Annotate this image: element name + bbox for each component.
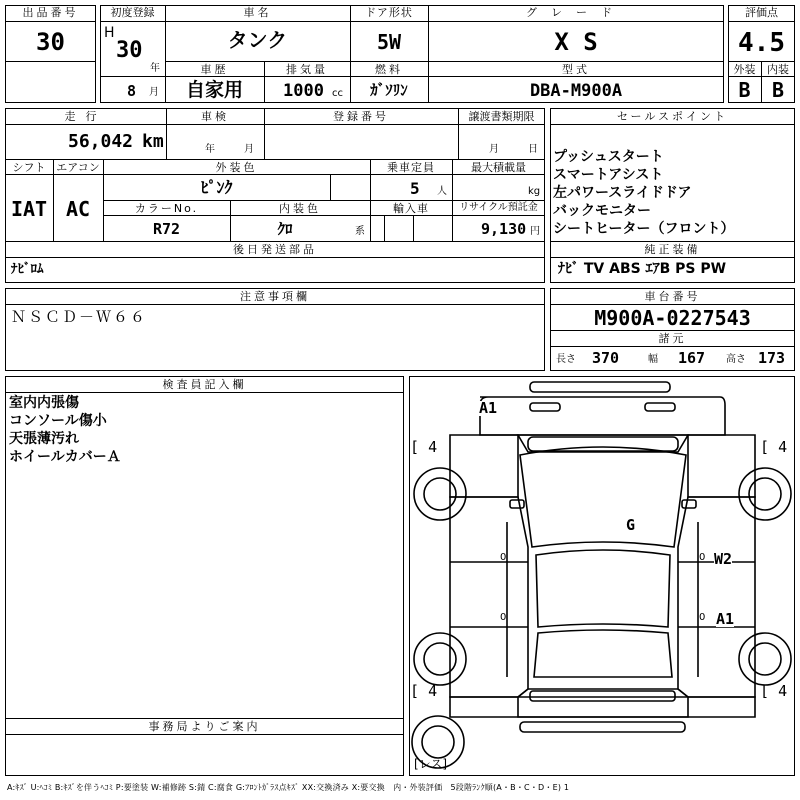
mileage-label: 走行 (64, 110, 107, 123)
grade-label: グレード (526, 6, 626, 19)
inspection-label: 車検 (201, 110, 229, 123)
mark-right-rear-a1: A1 (716, 610, 735, 628)
inspector-note-4: ホイールカバーＡ (9, 449, 121, 465)
tire-rear-left: 4 (428, 682, 438, 700)
tire-rear-right: 4 (778, 682, 788, 700)
aircon-label: エアコン (56, 161, 100, 174)
height-value: 173 (758, 349, 786, 367)
notes-label: 注意事項欄 (240, 290, 310, 303)
first-reg-label: 初度登録 (110, 6, 155, 19)
mileage-unit: km (142, 131, 164, 152)
sales-point-4: バックモニター (553, 203, 651, 219)
length-value: 370 (592, 349, 620, 367)
doc-day-unit: 日 (528, 144, 538, 155)
door-value: 5W (376, 30, 402, 54)
color-no-value: R72 (152, 220, 181, 238)
inspector-note-1: 室内内張傷 (9, 395, 79, 411)
year-value: 30 (116, 38, 143, 63)
notes-value: ＮＳＣＤ－Ｗ６６ (11, 308, 148, 326)
transfer-doc-label: 譲渡書類期限 (468, 110, 535, 123)
model-label: 型式 (562, 63, 590, 76)
door-mark-4: 0 (699, 612, 706, 623)
era-value: H (104, 25, 115, 41)
color-no-label: カラーNo. (134, 202, 199, 215)
doc-month-unit: 月 (489, 144, 499, 155)
month-value: 8 (127, 82, 137, 100)
inspector-note-2: コンソール傷小 (9, 413, 107, 429)
ext-score-value: B (738, 78, 751, 102)
car-name-label: 車名 (243, 6, 272, 19)
inspector-note-3: 天張薄汚れ (9, 431, 79, 447)
cc-unit: cc (332, 88, 343, 99)
car-diagram (410, 377, 795, 776)
ext-color-value: ﾋﾟﾝｸ (200, 178, 233, 197)
door-mark-2: 0 (699, 552, 706, 563)
tire-front-right: 4 (778, 438, 788, 456)
height-label: 高さ (726, 354, 746, 365)
sales-point-2: スマートアシスト (553, 167, 664, 183)
width-value: 167 (678, 349, 706, 367)
mark-right-door-w2: W2 (714, 550, 733, 568)
import-label: 輸入車 (393, 202, 429, 215)
shift-value: IAT (10, 197, 48, 221)
int-score-value: B (771, 78, 785, 102)
door-mark-3: 0 (500, 612, 507, 623)
mileage-value: 56,042 (68, 131, 134, 152)
later-parts-value: ﾅﾋﾞﾛﾑ (11, 262, 44, 277)
genuine-label: 純正装備 (644, 243, 701, 256)
width-label: 幅 (648, 354, 658, 365)
spare-tire-value: レス (418, 757, 443, 771)
sales-point-label: セールスポイント (616, 110, 728, 123)
tire-front-left: 4 (428, 438, 438, 456)
door-mark-1: 0 (500, 552, 507, 563)
insp-month-unit: 月 (244, 144, 254, 155)
tire-rear-left-bracket: [ 4 (410, 682, 438, 700)
office-label: 事務局よりご案内 (148, 720, 261, 733)
recycle-value: 9,130 (481, 220, 527, 238)
displacement-value: 1000 (283, 81, 324, 101)
spare-tire-label: [レス] (414, 757, 448, 771)
shift-label: シフト (12, 161, 46, 174)
insp-year-unit: 年 (205, 144, 215, 155)
door-label: ドア形状 (365, 6, 413, 19)
capacity-value: 5 (410, 179, 420, 198)
month-unit: 月 (149, 87, 159, 98)
exterior-label: 外装 (733, 63, 756, 76)
history-label: 車歴 (200, 63, 229, 76)
model-value: DBA-M900A (529, 81, 623, 101)
later-parts-label: 後日発送部品 (233, 243, 317, 256)
recycle-label: リサイクル預託金 (459, 202, 538, 213)
lot-no-label: 出品番号 (22, 6, 79, 19)
fuel-value: ｶﾞｿﾘﾝ (370, 81, 408, 99)
specs-label: 諸元 (658, 332, 687, 345)
int-color-value: ｸﾛ (277, 220, 293, 238)
year-unit: 年 (150, 63, 160, 74)
displacement-label: 排気量 (286, 63, 328, 76)
inspector-label: 検査員記入欄 (162, 378, 247, 391)
yen-unit: 円 (530, 226, 540, 237)
tire-front-left-bracket: [ 4 (410, 438, 438, 456)
lot-no-value: 30 (36, 28, 65, 56)
chassis-value: M900A-0227543 (594, 306, 751, 330)
sales-point-5: シートヒーター（フロント） (553, 221, 735, 237)
mark-glass-g: G (626, 516, 636, 534)
mark-front-a1: A1 (479, 399, 498, 417)
history-value: 自家用 (185, 79, 243, 101)
max-load-label: 最大積載量 (471, 161, 526, 174)
genuine-value: ﾅﾋﾞ TV ABS ｴｱB PS PW (558, 261, 727, 277)
aircon-value: AC (65, 197, 91, 221)
kei-unit: 系 (355, 226, 365, 237)
capacity-label: 乗車定員 (387, 161, 435, 174)
length-label: 長さ (556, 354, 576, 365)
legend-text: A:ｷｽﾞ U:ﾍｺﾐ B:ｷｽﾞを伴うﾍｺﾐ P:要塗装 W:補修跡 S:錆 C:腐食 G:ﾌﾛﾝﾄｶﾞﾗｽ点ｷｽﾞ XX:交換済み X:要交換 内・外装評価 5段階ﾗﾝｸ順(A・B・C・D・E) 1 (7, 783, 570, 792)
tire-front-right-bracket: [ 4 (760, 438, 788, 456)
score-value: 4.5 (738, 28, 785, 58)
score-label: 評価点 (745, 6, 778, 19)
reg-no-label: 登録番号 (333, 110, 389, 123)
kg-unit: kg (528, 186, 541, 197)
int-color-label: 内装色 (279, 202, 321, 215)
fuel-label: 燃料 (375, 63, 403, 76)
chassis-label: 車台番号 (644, 290, 701, 303)
grade-value: X S (554, 28, 598, 56)
sales-point-3: 左パワースライドドア (553, 185, 692, 201)
sales-point-1: プッシュスタート (553, 149, 664, 165)
ext-color-label: 外装色 (215, 161, 258, 174)
person-unit: 人 (437, 186, 447, 197)
interior-label: 内装 (767, 63, 789, 76)
tire-rear-right-bracket: [ 4 (760, 682, 788, 700)
car-name-value: タンク (227, 28, 288, 52)
